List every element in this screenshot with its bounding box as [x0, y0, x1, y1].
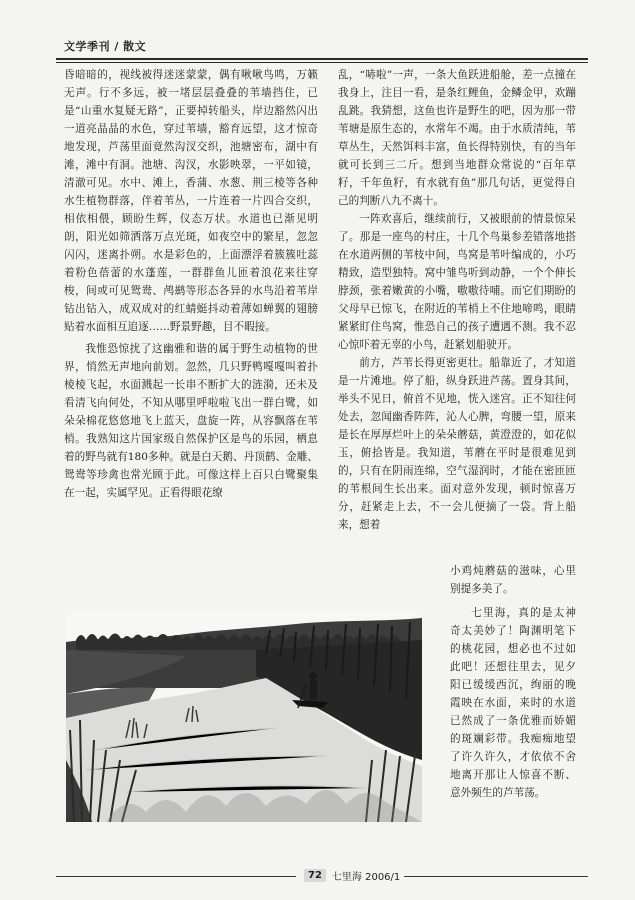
paragraph: 昏暗暗的，视线被得迷迷蒙蒙，偶有啾啾鸟鸣，万籁无声。行不多远，被一堵层层叠叠的苇墙挡住，已是“山重水复疑无路”，正要掉转船头，岸边豁然闪出一道亮晶晶的水色，穿过苇墙，豁育远望，这才惊奇地发现，芦荡里面竟然沟汊交织，池塘密布，湖中有滩，滩中有洞。池塘、沟汊，水影映翠，一平如镜，清澈可见。水中、滩上，香蒲、水葱、荆三棱等各种水生植物群落，伴着苇丛，一片连着一片四合交织，相依相偎，顾盼生辉，仪态万状。水道也已渐见明朗，阳光如筛洒落万点光斑，如夜空中的繁星，忽忽闪闪，迷离扑朔。水是彩色的，上面漂浮着簇簇吐蕊着粉色蓓蕾的水蓬莲，一群群鱼儿匝着浪花来往穿梭，间或可见鸳鸯、鸬鹚等形态各异的水鸟沿着苇岸钻出钻入，成双成对的红蜻蜓抖动着薄如蝉翼的翅膀贴着水面相互追逐……野景野趣，目不暇接。 [64, 69, 318, 333]
footer-rule-left [56, 876, 296, 877]
paragraph: 前方，芦苇长得更密更壮。船靠近了，才知道是一片滩地。停了船，纵身跃进芦荡。置身其间，举头不见日，俯首不见地，恍入迷宫。正不知往何处去，忽闻幽香阵阵，沁人心脾，弯腰一望，原来是长在厚厚烂叶上的朵朵蘑菇，黄澄澄的，如花似玉，俯拾皆是。我知道，苇蘑在平时是很难见到的，只有在阴雨连绵，空气湿润时，才能在密匝匝的苇根间生长出来。面对意外发现，顿时惊喜万分，赶紧走上去，不一会儿便摘了一袋。背上船来，想着 [338, 357, 576, 531]
footer-rule-right [404, 876, 588, 877]
header-rule-thin [56, 62, 588, 63]
header-rule [56, 58, 588, 60]
photo-illustration [66, 610, 422, 822]
left-column [64, 66, 318, 502]
paragraph: 一阵欢喜后，继续前行，又被眼前的情景惊呆了。那是一座鸟的村庄，十几个鸟巢参差错落地搭在水道两侧的苇枝中间，鸟窝是苇叶编成的，小巧精致，造型独特。窝中雏鸟听到动静，一个个伸长脖颈，张着嫩黄的小嘴，嗷嗷待哺。而它们期盼的父母早已惊飞，在附近的苇梢上不住地啼鸣，眼睛紧紧盯住鸟窝，惟恐自己的孩子遭遇不测。我不忍心惊吓着无辜的小鸟，赶紧划船驶开。 [338, 213, 576, 351]
magazine-issue: 七里海 2006/1 [331, 872, 401, 883]
paragraph: 我惟恐惊扰了这幽雅和谐的属于野生动植物的世界，悄然无声地向前划。忽然，几只野鸭嘎嘎叫着扑棱棱飞起，水面溅起一长串不断扩大的涟漪，还未及看清飞向何处，不知从哪里呼啦啦飞出一群白鹭，如朵朵棉花悠悠地飞上蓝天，盘旋一阵，从容飘落在苇梢。我熟知这片国家级自然保护区是鸟的乐园，栖息着的野鸟就有180多种。就是白天鹅、丹顶鹤、金雕、鸳鸯等珍禽也常光顾于此。可像这样上百只白鹭聚集在一起，实属罕见。正看得眼花缭 [64, 343, 318, 499]
right-column-bottom [450, 562, 576, 802]
reed-marsh-boat-photo [66, 610, 422, 822]
paragraph: 乱，“哧啦”一声，一条大鱼跃进船舱，差一点撞在我身上，注目一看，是条红鲤鱼，金鳞金甲，欢蹦乱跳。我猜想，这鱼也许是野生的吧，因为那一带苇塘是原生态的，水常年不竭。由于水质清纯，苇草丛生，天然饵料丰富，鱼长得特别快，有的当年就可长到三二斤。想到当地群众常说的“百年草籽，千年鱼籽，有水就有鱼”那几句话，更觉得自己的判断八九不离十。 [338, 69, 576, 207]
section-header: 文学季刊 / 散文 [64, 40, 147, 53]
paragraph: 七里海，真的是太神奇太美妙了！陶渊明笔下的桃花园，想必也不过如此吧！还想往里去，见夕阳已缓缓西沉，绚丽的晚霞映在水面，来时的水道已然成了一条优雅而娇媚的斑斓彩带。我痴痴地望了许久许久，才依依不舍地离开那让人惊喜不断、意外频生的芦苇荡。 [450, 607, 576, 799]
page-footer [304, 868, 400, 883]
paragraph: 小鸡炖蘑菇的滋味，心里别提多美了。 [450, 565, 576, 595]
page-number: 72 [304, 869, 326, 882]
right-column-top [338, 66, 576, 534]
